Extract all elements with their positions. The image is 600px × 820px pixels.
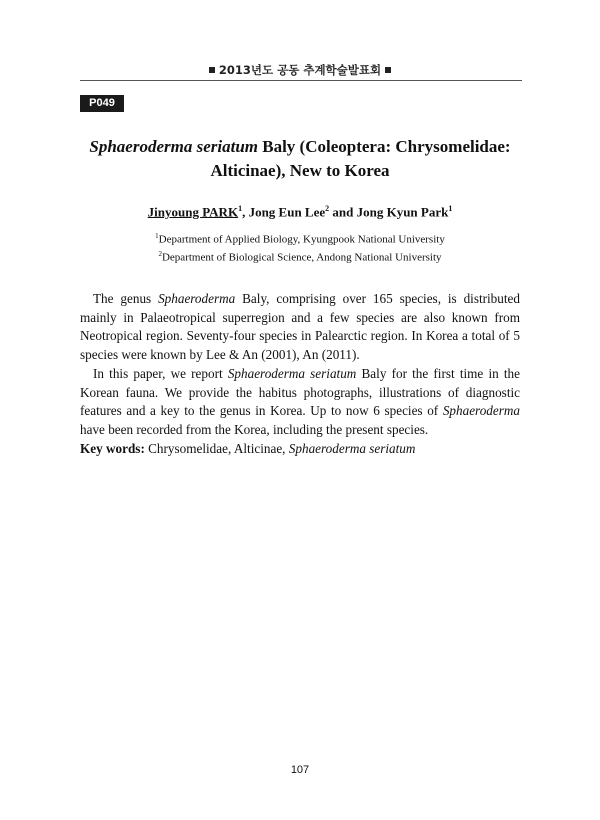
poster-code-badge: P049	[80, 95, 124, 112]
abstract-paragraph-2	[80, 365, 520, 440]
title-line2: Alticinae), New to Korea	[210, 161, 390, 180]
affiliations	[60, 229, 540, 264]
paper-title	[60, 135, 540, 183]
affiliation-sup: 1	[155, 232, 159, 240]
page-number: 107	[290, 764, 310, 776]
title-rest-line1: Baly (Coleoptera: Chrysomelidae:	[258, 137, 511, 156]
keywords-line	[80, 441, 520, 457]
keywords-plain: Chrysomelidae, Alticinae,	[144, 441, 289, 456]
author-3: and Jong Kyun Park	[329, 204, 449, 220]
header-rule	[80, 80, 522, 81]
italic-run: Sphaeroderma	[158, 291, 236, 306]
author-sup: 2	[325, 204, 330, 213]
italic-run: Sphaeroderma seriatum	[227, 365, 357, 381]
title-species-name: Sphaeroderma seriatum	[89, 137, 258, 156]
abstract-body	[80, 290, 520, 440]
header-text: 2013년도 공동 추계학술발표회	[218, 63, 382, 77]
square-bullet-icon	[209, 67, 215, 73]
affiliation-2	[60, 247, 540, 265]
square-bullet-icon	[385, 67, 391, 73]
running-header	[0, 62, 600, 78]
text-run: In this paper, we report	[93, 365, 228, 381]
text-run: have been recorded from the Korea, including the present species.	[80, 421, 429, 437]
author-2: , Jong Eun Lee	[242, 204, 326, 220]
text-run: Baly for the first time in the Korean fauna. We provide the habitus photographs, illustrations of diagnostic features and a key to the genus in Korea. Up to now 6 species of	[80, 365, 520, 419]
author-presenter: Jinyoung PARK	[147, 204, 239, 220]
keywords-italic: Sphaeroderma seriatum	[288, 441, 416, 456]
author-sup: 1	[448, 204, 453, 213]
affiliation-sup: 2	[158, 249, 162, 258]
affiliation-text: Department of Applied Biology, Kyungpook National University	[158, 233, 445, 246]
author-sup: 1	[238, 204, 243, 213]
abstract-paragraph-1	[80, 290, 520, 365]
affiliation-1	[60, 229, 540, 247]
keywords-label: Key words:	[80, 441, 145, 456]
author-list	[60, 204, 540, 220]
italic-run: Sphaeroderma	[442, 403, 520, 419]
affiliation-text: Department of Biological Science, Andong National University	[161, 251, 442, 264]
text-run: The genus	[93, 291, 159, 306]
text-run: Baly, comprising over 165 species, is distributed mainly in Palaeotropical superregion and a few species are also known from Neotropical region. Seventy-four species in Palearctic region. In Korea a total of 5 species were known by Lee & An (2001), An (2011).	[80, 291, 520, 363]
